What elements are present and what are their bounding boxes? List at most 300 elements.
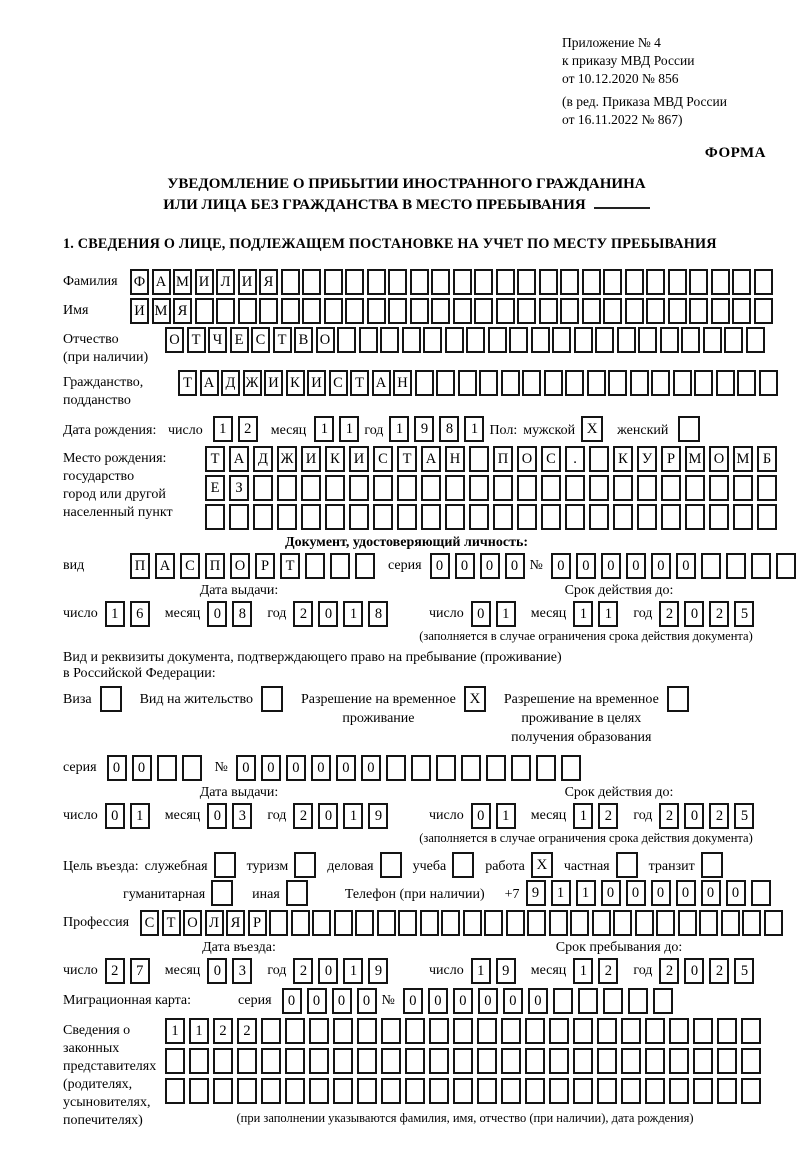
form-cell[interactable] <box>621 1078 641 1104</box>
form-cell[interactable] <box>511 755 531 781</box>
form-cell[interactable] <box>325 504 345 530</box>
form-cell[interactable]: И <box>307 370 326 396</box>
form-cell[interactable]: 1 <box>343 803 363 829</box>
form-cell[interactable] <box>587 370 606 396</box>
form-cell[interactable]: 2 <box>105 958 125 984</box>
form-cell[interactable]: 8 <box>368 601 388 627</box>
form-cell[interactable]: 0 <box>480 553 500 579</box>
form-cell[interactable]: 1 <box>339 416 359 442</box>
form-cell[interactable] <box>656 910 675 936</box>
form-cell[interactable] <box>469 475 489 501</box>
form-cell[interactable] <box>613 504 633 530</box>
form-cell[interactable] <box>517 269 536 295</box>
form-cell[interactable] <box>453 298 472 324</box>
form-cell[interactable] <box>501 370 520 396</box>
form-cell[interactable] <box>603 269 622 295</box>
form-cell[interactable]: Р <box>661 446 681 472</box>
form-cell[interactable]: А <box>152 269 171 295</box>
form-cell[interactable]: 0 <box>684 601 704 627</box>
form-cell[interactable] <box>757 504 777 530</box>
purpose-other-checkbox[interactable] <box>286 880 308 906</box>
purpose-humanitarian-checkbox[interactable] <box>211 880 233 906</box>
form-cell[interactable] <box>381 1048 401 1074</box>
form-cell[interactable]: И <box>264 370 283 396</box>
form-cell[interactable]: 9 <box>368 958 388 984</box>
form-cell[interactable] <box>493 475 513 501</box>
form-cell[interactable]: 8 <box>232 601 252 627</box>
form-cell[interactable] <box>549 1048 569 1074</box>
form-cell[interactable] <box>496 269 515 295</box>
form-cell[interactable] <box>574 327 593 353</box>
form-cell[interactable]: Я <box>226 910 245 936</box>
form-cell[interactable] <box>653 988 673 1014</box>
form-cell[interactable] <box>597 1018 617 1044</box>
form-cell[interactable]: 1 <box>189 1018 209 1044</box>
form-cell[interactable] <box>517 475 537 501</box>
form-cell[interactable] <box>357 1078 377 1104</box>
form-cell[interactable] <box>527 910 546 936</box>
form-cell[interactable]: А <box>229 446 249 472</box>
form-cell[interactable]: 1 <box>573 958 593 984</box>
form-cell[interactable] <box>441 910 460 936</box>
form-cell[interactable] <box>539 269 558 295</box>
form-cell[interactable] <box>541 504 561 530</box>
form-cell[interactable]: 1 <box>165 1018 185 1044</box>
form-cell[interactable] <box>501 1048 521 1074</box>
form-cell[interactable] <box>617 327 636 353</box>
form-cell[interactable] <box>757 475 777 501</box>
form-cell[interactable]: 2 <box>293 958 313 984</box>
form-cell[interactable] <box>431 269 450 295</box>
form-cell[interactable] <box>237 1078 257 1104</box>
form-cell[interactable] <box>312 910 331 936</box>
form-cell[interactable]: 0 <box>236 755 256 781</box>
form-cell[interactable]: 0 <box>676 553 696 579</box>
form-cell[interactable] <box>603 988 623 1014</box>
form-cell[interactable] <box>349 475 369 501</box>
form-cell[interactable]: 2 <box>709 803 729 829</box>
form-cell[interactable] <box>345 269 364 295</box>
form-cell[interactable] <box>213 1048 233 1074</box>
form-cell[interactable]: Я <box>173 298 192 324</box>
form-cell[interactable]: 0 <box>107 755 127 781</box>
form-cell[interactable]: 0 <box>286 755 306 781</box>
form-cell[interactable] <box>477 1078 497 1104</box>
form-cell[interactable] <box>608 370 627 396</box>
form-cell[interactable] <box>589 475 609 501</box>
form-cell[interactable] <box>638 327 657 353</box>
form-cell[interactable] <box>157 755 177 781</box>
form-cell[interactable] <box>645 1018 665 1044</box>
form-cell[interactable] <box>474 298 493 324</box>
form-cell[interactable] <box>253 475 273 501</box>
form-cell[interactable]: 0 <box>311 755 331 781</box>
form-cell[interactable]: 0 <box>726 880 746 906</box>
form-cell[interactable] <box>506 910 525 936</box>
form-cell[interactable] <box>737 370 756 396</box>
form-cell[interactable]: 5 <box>734 958 754 984</box>
form-cell[interactable]: 7 <box>130 958 150 984</box>
form-cell[interactable] <box>397 504 417 530</box>
form-cell[interactable] <box>741 1078 761 1104</box>
form-cell[interactable]: 0 <box>601 880 621 906</box>
form-cell[interactable] <box>560 298 579 324</box>
form-cell[interactable]: Т <box>280 553 300 579</box>
form-cell[interactable] <box>703 327 722 353</box>
form-cell[interactable] <box>561 755 581 781</box>
form-cell[interactable]: Ж <box>243 370 262 396</box>
form-cell[interactable]: 0 <box>207 803 227 829</box>
form-cell[interactable] <box>742 910 761 936</box>
form-cell[interactable] <box>261 1048 281 1074</box>
form-cell[interactable] <box>388 298 407 324</box>
form-cell[interactable] <box>681 327 700 353</box>
form-cell[interactable] <box>461 755 481 781</box>
form-cell[interactable] <box>522 370 541 396</box>
form-cell[interactable] <box>732 298 751 324</box>
form-cell[interactable]: 2 <box>293 601 313 627</box>
form-cell[interactable]: 1 <box>598 601 618 627</box>
form-cell[interactable]: А <box>200 370 219 396</box>
form-cell[interactable] <box>237 1048 257 1074</box>
form-cell[interactable] <box>628 988 648 1014</box>
form-cell[interactable]: 6 <box>130 601 150 627</box>
form-cell[interactable]: 2 <box>238 416 258 442</box>
form-cell[interactable] <box>397 475 417 501</box>
form-cell[interactable] <box>493 504 513 530</box>
form-cell[interactable] <box>669 1078 689 1104</box>
form-cell[interactable] <box>309 1048 329 1074</box>
form-cell[interactable] <box>544 370 563 396</box>
form-cell[interactable]: 0 <box>503 988 523 1014</box>
form-cell[interactable] <box>621 1048 641 1074</box>
form-cell[interactable]: 0 <box>453 988 473 1014</box>
form-cell[interactable]: 1 <box>496 803 516 829</box>
form-cell[interactable] <box>229 504 249 530</box>
purpose-commercial-checkbox[interactable] <box>380 852 402 878</box>
form-cell[interactable] <box>402 327 421 353</box>
form-cell[interactable] <box>445 327 464 353</box>
form-cell[interactable]: 0 <box>282 988 302 1014</box>
form-cell[interactable] <box>325 475 345 501</box>
form-cell[interactable] <box>721 910 740 936</box>
form-cell[interactable] <box>277 475 297 501</box>
form-cell[interactable]: 0 <box>318 803 338 829</box>
form-cell[interactable] <box>565 370 584 396</box>
form-cell[interactable] <box>357 1018 377 1044</box>
form-cell[interactable] <box>759 370 778 396</box>
form-cell[interactable] <box>525 1078 545 1104</box>
form-cell[interactable]: 0 <box>332 988 352 1014</box>
form-cell[interactable]: П <box>493 446 513 472</box>
form-cell[interactable]: 0 <box>318 601 338 627</box>
form-cell[interactable] <box>589 504 609 530</box>
form-cell[interactable]: 1 <box>573 601 593 627</box>
form-cell[interactable] <box>741 1018 761 1044</box>
form-cell[interactable]: Д <box>253 446 273 472</box>
form-cell[interactable]: С <box>140 910 159 936</box>
form-cell[interactable] <box>388 269 407 295</box>
form-cell[interactable] <box>253 504 273 530</box>
form-cell[interactable]: 2 <box>709 958 729 984</box>
form-cell[interactable] <box>261 1018 281 1044</box>
form-cell[interactable]: 0 <box>132 755 152 781</box>
form-cell[interactable] <box>333 1078 353 1104</box>
form-cell[interactable] <box>355 910 374 936</box>
form-cell[interactable] <box>560 269 579 295</box>
form-cell[interactable] <box>405 1018 425 1044</box>
form-cell[interactable]: С <box>373 446 393 472</box>
form-cell[interactable] <box>165 1048 185 1074</box>
form-cell[interactable] <box>277 504 297 530</box>
form-cell[interactable] <box>733 475 753 501</box>
form-cell[interactable] <box>367 269 386 295</box>
form-cell[interactable] <box>645 1078 665 1104</box>
form-cell[interactable]: 1 <box>105 601 125 627</box>
form-cell[interactable] <box>694 370 713 396</box>
form-cell[interactable] <box>668 298 687 324</box>
form-cell[interactable]: 1 <box>551 880 571 906</box>
form-cell[interactable] <box>630 370 649 396</box>
form-cell[interactable] <box>570 910 589 936</box>
form-cell[interactable]: Д <box>221 370 240 396</box>
form-cell[interactable] <box>182 755 202 781</box>
form-cell[interactable]: С <box>329 370 348 396</box>
form-cell[interactable] <box>573 1018 593 1044</box>
form-cell[interactable] <box>741 1048 761 1074</box>
form-cell[interactable] <box>165 1078 185 1104</box>
form-cell[interactable] <box>301 504 321 530</box>
form-cell[interactable] <box>479 370 498 396</box>
form-cell[interactable] <box>716 370 735 396</box>
form-cell[interactable] <box>429 1018 449 1044</box>
form-cell[interactable] <box>429 1078 449 1104</box>
form-cell[interactable] <box>261 1078 281 1104</box>
form-cell[interactable] <box>285 1078 305 1104</box>
form-cell[interactable]: О <box>517 446 537 472</box>
form-cell[interactable]: Е <box>205 475 225 501</box>
form-cell[interactable]: Е <box>230 327 249 353</box>
form-cell[interactable] <box>373 504 393 530</box>
form-cell[interactable]: 2 <box>659 958 679 984</box>
form-cell[interactable]: Т <box>273 327 292 353</box>
form-cell[interactable] <box>685 504 705 530</box>
form-cell[interactable]: 0 <box>676 880 696 906</box>
form-cell[interactable] <box>549 910 568 936</box>
form-cell[interactable]: М <box>173 269 192 295</box>
form-cell[interactable]: Т <box>397 446 417 472</box>
form-cell[interactable] <box>330 553 350 579</box>
visa-checkbox[interactable] <box>100 686 122 712</box>
form-cell[interactable] <box>359 327 378 353</box>
form-cell[interactable] <box>565 504 585 530</box>
form-cell[interactable]: 2 <box>659 803 679 829</box>
form-cell[interactable] <box>597 1078 617 1104</box>
form-cell[interactable]: . <box>565 446 585 472</box>
form-cell[interactable]: С <box>541 446 561 472</box>
form-cell[interactable] <box>466 327 485 353</box>
form-cell[interactable] <box>531 327 550 353</box>
form-cell[interactable]: 0 <box>105 803 125 829</box>
form-cell[interactable] <box>613 910 632 936</box>
form-cell[interactable] <box>573 1078 593 1104</box>
form-cell[interactable]: С <box>180 553 200 579</box>
form-cell[interactable]: 8 <box>439 416 459 442</box>
form-cell[interactable]: 1 <box>471 958 491 984</box>
form-cell[interactable] <box>381 1078 401 1104</box>
form-cell[interactable] <box>355 553 375 579</box>
form-cell[interactable] <box>445 504 465 530</box>
form-cell[interactable] <box>469 446 489 472</box>
form-cell[interactable]: 5 <box>734 601 754 627</box>
form-cell[interactable] <box>195 298 214 324</box>
form-cell[interactable]: А <box>421 446 441 472</box>
form-cell[interactable] <box>646 269 665 295</box>
form-cell[interactable] <box>373 475 393 501</box>
form-cell[interactable] <box>357 1048 377 1074</box>
form-cell[interactable] <box>429 1048 449 1074</box>
form-cell[interactable] <box>189 1078 209 1104</box>
form-cell[interactable] <box>281 298 300 324</box>
form-cell[interactable] <box>751 880 771 906</box>
form-cell[interactable]: 2 <box>709 601 729 627</box>
form-cell[interactable] <box>411 755 431 781</box>
form-cell[interactable] <box>625 298 644 324</box>
form-cell[interactable] <box>645 1048 665 1074</box>
form-cell[interactable] <box>517 504 537 530</box>
form-cell[interactable] <box>477 1018 497 1044</box>
form-cell[interactable] <box>536 755 556 781</box>
form-cell[interactable] <box>621 1018 641 1044</box>
form-cell[interactable] <box>469 504 489 530</box>
form-cell[interactable]: И <box>301 446 321 472</box>
form-cell[interactable] <box>724 327 743 353</box>
form-cell[interactable] <box>597 1048 617 1074</box>
form-cell[interactable]: 3 <box>232 958 252 984</box>
form-cell[interactable]: Т <box>178 370 197 396</box>
form-cell[interactable] <box>423 327 442 353</box>
form-cell[interactable] <box>367 298 386 324</box>
form-cell[interactable]: О <box>165 327 184 353</box>
form-cell[interactable] <box>635 910 654 936</box>
form-cell[interactable]: 0 <box>261 755 281 781</box>
form-cell[interactable]: 5 <box>734 803 754 829</box>
purpose-work-checkbox[interactable]: X <box>531 852 553 878</box>
form-cell[interactable] <box>302 298 321 324</box>
form-cell[interactable]: 2 <box>213 1018 233 1044</box>
form-cell[interactable]: М <box>733 446 753 472</box>
form-cell[interactable] <box>613 475 633 501</box>
form-cell[interactable] <box>333 1018 353 1044</box>
purpose-study-checkbox[interactable] <box>452 852 474 878</box>
form-cell[interactable] <box>436 755 456 781</box>
form-cell[interactable]: Т <box>205 446 225 472</box>
form-cell[interactable] <box>380 327 399 353</box>
form-cell[interactable]: Л <box>205 910 224 936</box>
form-cell[interactable]: 0 <box>207 601 227 627</box>
form-cell[interactable] <box>754 269 773 295</box>
form-cell[interactable]: 2 <box>237 1018 257 1044</box>
form-cell[interactable]: А <box>155 553 175 579</box>
form-cell[interactable]: О <box>709 446 729 472</box>
form-cell[interactable] <box>595 327 614 353</box>
form-cell[interactable]: Т <box>187 327 206 353</box>
form-cell[interactable]: 0 <box>357 988 377 1014</box>
form-cell[interactable] <box>291 910 310 936</box>
form-cell[interactable] <box>582 269 601 295</box>
form-cell[interactable]: 0 <box>207 958 227 984</box>
form-cell[interactable] <box>509 327 528 353</box>
form-cell[interactable] <box>689 298 708 324</box>
form-cell[interactable]: Н <box>393 370 412 396</box>
form-cell[interactable] <box>474 269 493 295</box>
form-cell[interactable] <box>661 504 681 530</box>
form-cell[interactable] <box>381 1018 401 1044</box>
form-cell[interactable] <box>285 1018 305 1044</box>
form-cell[interactable] <box>660 327 679 353</box>
temp-permit-checkbox[interactable]: X <box>464 686 486 712</box>
form-cell[interactable]: Ф <box>130 269 149 295</box>
form-cell[interactable] <box>189 1048 209 1074</box>
form-cell[interactable] <box>309 1018 329 1044</box>
form-cell[interactable]: М <box>685 446 705 472</box>
form-cell[interactable] <box>305 553 325 579</box>
form-cell[interactable]: И <box>130 298 149 324</box>
form-cell[interactable]: Ж <box>277 446 297 472</box>
form-cell[interactable]: Я <box>259 269 278 295</box>
form-cell[interactable] <box>661 475 681 501</box>
form-cell[interactable]: П <box>130 553 150 579</box>
form-cell[interactable] <box>324 298 343 324</box>
form-cell[interactable] <box>669 1018 689 1044</box>
form-cell[interactable]: Ч <box>208 327 227 353</box>
form-cell[interactable] <box>453 1018 473 1044</box>
form-cell[interactable] <box>398 910 417 936</box>
form-cell[interactable] <box>386 755 406 781</box>
form-cell[interactable] <box>776 553 796 579</box>
form-cell[interactable] <box>637 504 657 530</box>
form-cell[interactable] <box>578 988 598 1014</box>
form-cell[interactable]: 2 <box>598 958 618 984</box>
form-cell[interactable] <box>646 298 665 324</box>
form-cell[interactable] <box>693 1078 713 1104</box>
form-cell[interactable]: З <box>229 475 249 501</box>
form-cell[interactable] <box>431 298 450 324</box>
form-cell[interactable]: Л <box>216 269 235 295</box>
form-cell[interactable]: 0 <box>428 988 448 1014</box>
form-cell[interactable] <box>711 269 730 295</box>
form-cell[interactable] <box>711 298 730 324</box>
purpose-transit-checkbox[interactable] <box>701 852 723 878</box>
form-cell[interactable] <box>565 475 585 501</box>
form-cell[interactable] <box>463 910 482 936</box>
form-cell[interactable]: 0 <box>471 803 491 829</box>
form-cell[interactable] <box>669 1048 689 1074</box>
form-cell[interactable]: 1 <box>389 416 409 442</box>
form-cell[interactable]: У <box>637 446 657 472</box>
form-cell[interactable]: П <box>205 553 225 579</box>
form-cell[interactable] <box>678 910 697 936</box>
form-cell[interactable] <box>477 1048 497 1074</box>
form-cell[interactable]: 1 <box>314 416 334 442</box>
form-cell[interactable] <box>337 327 356 353</box>
form-cell[interactable] <box>732 269 751 295</box>
form-cell[interactable] <box>349 504 369 530</box>
form-cell[interactable] <box>746 327 765 353</box>
form-cell[interactable] <box>415 370 434 396</box>
form-cell[interactable] <box>589 446 609 472</box>
form-cell[interactable] <box>764 910 783 936</box>
